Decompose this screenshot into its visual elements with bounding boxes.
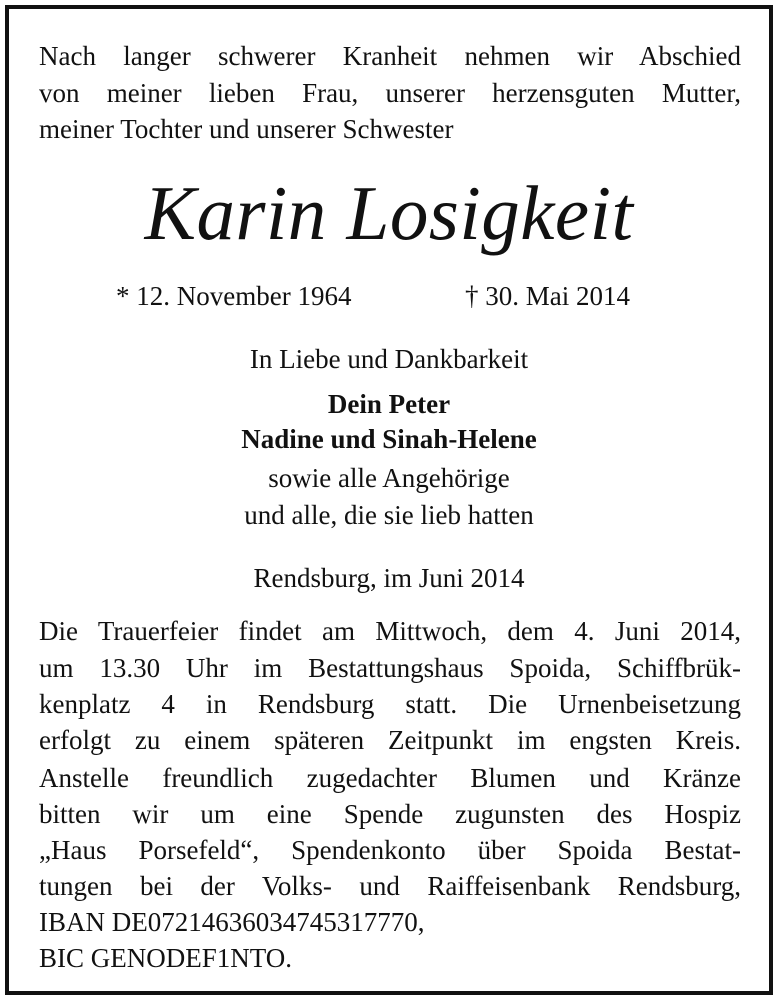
death-date: † 30. Mai 2014: [465, 281, 630, 311]
donation-line-4: tungen bei der Volks- und Raiffeisenbank Rendsburg,: [39, 871, 741, 901]
ceremony-line-3: kenplatz 4 in Rendsburg statt. Die Urnenbeisetzung: [39, 689, 741, 719]
ceremony-line-2: um 13.30 Uhr im Bestattungshaus Spoida, Schiffbrük-: [39, 653, 741, 683]
bic-line: BIC GENODEF1NTO.: [39, 943, 293, 973]
ceremony-line-1: Die Trauerfeier findet am Mittwoch, dem 4. Juni 2014,: [39, 616, 741, 646]
intro-line-2: von meiner lieben Frau, unserer herzensguten Mutter,: [39, 78, 741, 108]
ceremony-line-4: erfolgt zu einem späteren Zeitpunkt im engsten Kreis.: [39, 725, 741, 755]
place-date: Rendsburg, im Juni 2014: [253, 563, 525, 593]
donation-line-2: bitten wir um eine Spende zugunsten des Hospiz: [39, 799, 741, 829]
relatives-line-1: sowie alle Angehörige: [268, 463, 510, 493]
dedication: In Liebe und Dankbarkeit: [249, 344, 529, 374]
donation-line-1: Anstelle freundlich zugedachter Blumen und Kränze: [39, 763, 741, 793]
signatory-2: Nadine und Sinah-Helene: [241, 424, 537, 454]
iban-line: IBAN DE07214636034745317770,: [39, 907, 425, 937]
relatives-line-2: und alle, die sie lieb hatten: [244, 500, 534, 530]
birth-date: * 12. November 1964: [116, 281, 352, 311]
intro-line-1: Nach langer schwerer Kranheit nehmen wir Abschied: [39, 41, 741, 71]
deceased-name: Karin Losigkeit: [144, 170, 634, 256]
donation-line-3: „Haus Porsefeld“, Spendenkonto über Spoida Bestat-: [39, 835, 741, 865]
signatory-1: Dein Peter: [327, 389, 451, 419]
intro-line-3: meiner Tochter und unserer Schwester: [39, 114, 454, 144]
